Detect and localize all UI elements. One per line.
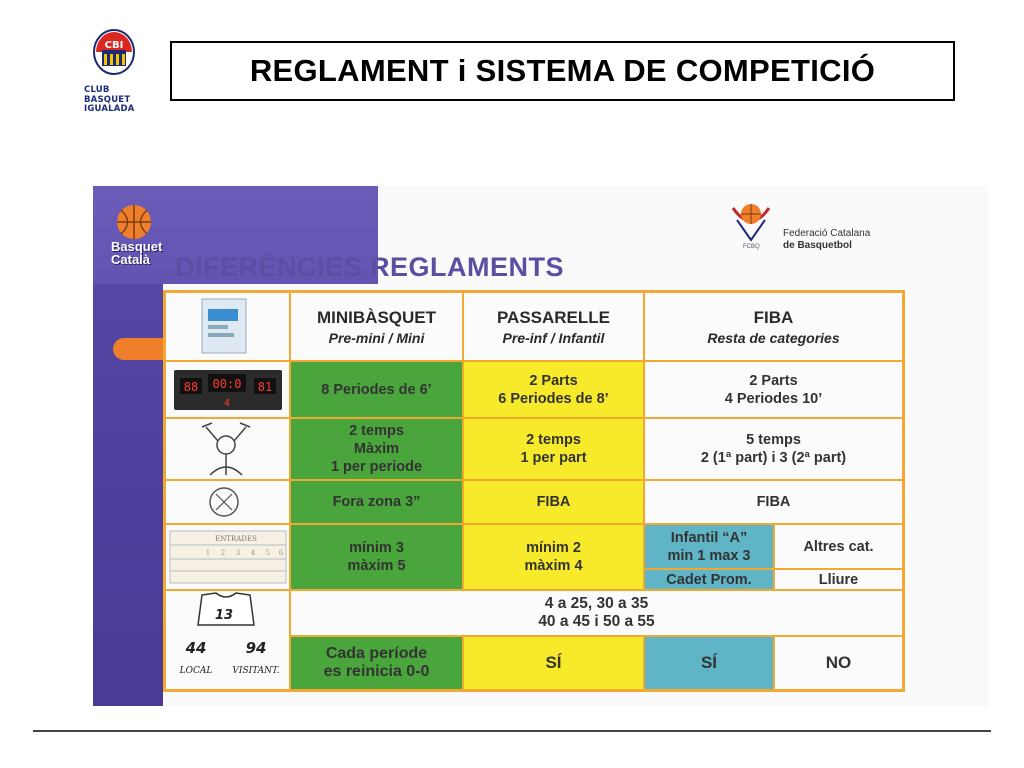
defense-fiba-text: FIBA (756, 494, 791, 510)
entries-num-4: 4 (250, 549, 256, 557)
timeout-icon-cell (166, 419, 289, 479)
defense-icon-cell (166, 481, 289, 523)
scoreboard-icon (166, 362, 289, 417)
periods-mini-text: 8 Periodes de 6’ (321, 381, 432, 398)
entries-infantil-line2: min 1 max 3 (667, 547, 751, 564)
cell-entries-lliure (775, 570, 902, 589)
basquet-catala-logo (101, 200, 169, 267)
entries-mini-line2: màxim 5 (347, 558, 406, 574)
entries-infantil-line1: Infantil “A” (670, 529, 748, 546)
col-title-minibasquet: MINIBÀSQUET (317, 307, 436, 327)
cell-entries-cadet (645, 570, 773, 589)
brand-line2: Català (111, 252, 151, 267)
entries-num-3: 3 (235, 549, 241, 557)
scoreboard-icon-cell (166, 362, 289, 417)
jersey-icon-cell (166, 591, 289, 689)
fcbq-ball-icon (729, 200, 773, 248)
cell-defense-mini (291, 481, 462, 523)
timeouts-fiba-line1: 5 temps (746, 432, 801, 448)
club-crest-icon (92, 28, 136, 80)
cell-timeouts-fiba (645, 419, 902, 479)
zone-defense-icon (166, 481, 289, 523)
col-header-minibasquet (291, 293, 462, 360)
entries-altres-text: Altres cat. (803, 538, 874, 555)
comparison-table (163, 290, 905, 692)
defense-mini-text: Fora zona 3” (332, 494, 421, 510)
basketball-icon (105, 200, 163, 240)
cell-timeouts-mini (291, 419, 462, 479)
reset-mini-line1: Cada període (325, 645, 428, 662)
entries-num-6: 6 (278, 549, 284, 557)
score-local: 44 (185, 639, 207, 657)
entries-sheet-icon (166, 525, 289, 589)
scoring-line2: 40 a 45 i 50 a 55 (538, 613, 655, 630)
col-header-fiba (645, 293, 902, 360)
rulebook-icon (166, 293, 289, 360)
club-name (84, 86, 148, 115)
entries-lliure-text: Lliure (818, 571, 859, 588)
periods-passarelle-line1: 2 Parts (529, 372, 578, 389)
entries-sheet-header: ENTRADES (215, 535, 257, 543)
col-subtitle-minibasquet: Pre-mini / Mini (328, 329, 425, 346)
entries-num-2: 2 (220, 549, 226, 557)
cell-periods-mini (291, 362, 462, 417)
cell-periods-fiba (645, 362, 902, 417)
cell-reset-fiba-si (645, 637, 773, 689)
entries-num-1: 1 (205, 549, 211, 557)
timeouts-mini-line2: Màxim (353, 441, 400, 457)
brand-line1: Basquet (111, 239, 163, 254)
scoreboard-clock: 00:0 (212, 377, 242, 391)
cell-scoring (291, 591, 902, 635)
cell-defense-fiba (645, 481, 902, 523)
reset-fiba-no-text: NO (825, 653, 852, 672)
label-local: LOCAL (179, 666, 213, 676)
table-heading: DIFERÈNCIES REGLAMENTS (175, 252, 565, 282)
col-subtitle-fiba: Resta de categories (707, 329, 840, 346)
entries-num-5: 5 (265, 549, 271, 557)
timeouts-passarelle-line2: 1 per part (520, 450, 587, 466)
score-visitant: 94 (245, 639, 267, 657)
cell-timeouts-passarelle (464, 419, 643, 479)
timeouts-fiba-line2: 2 (1ª part) i 3 (2ª part) (700, 450, 847, 466)
fcbq-name-line2: de Basquetbol (783, 240, 852, 251)
scoreboard-home: 88 (183, 380, 199, 394)
scoring-line1: 4 a 25, 30 a 35 (544, 595, 649, 612)
club-name-line2: BASQUET (84, 94, 131, 105)
cell-entries-infantil (645, 525, 773, 568)
periods-fiba-line2: 4 Periodes 10’ (724, 390, 823, 407)
entries-passarelle-line2: màxim 4 (524, 558, 583, 574)
periods-passarelle-line2: 6 Periodes de 8’ (498, 390, 609, 407)
footer-rule (33, 730, 991, 732)
jersey-scoreboard-icon (166, 591, 289, 689)
jersey-number: 13 (214, 608, 234, 623)
cell-reset-passarelle (464, 637, 643, 689)
col-title-passarelle: PASSARELLE (496, 307, 611, 327)
club-name-line3: IGUALADA (84, 104, 135, 114)
scoreboard-period: 4 (223, 398, 231, 409)
slide-title: REGLAMENT i SISTEMA DE COMPETICIÓ (249, 53, 876, 88)
referee-timeout-icon (166, 419, 289, 479)
cell-reset-mini (291, 637, 462, 689)
club-logo (84, 28, 146, 118)
reset-mini-line2: es reinicia 0-0 (323, 663, 430, 680)
reset-fiba-si-text: SÍ (700, 653, 718, 672)
cell-defense-passarelle (464, 481, 643, 523)
label-visitant: VISITANT. (232, 666, 280, 676)
fcbq-logo (729, 194, 909, 254)
fcbq-name (783, 228, 870, 252)
scoreboard-away: 81 (257, 380, 273, 394)
entries-icon-cell (166, 525, 289, 589)
basquet-catala-text (111, 240, 162, 266)
club-name-line1: CLUB (84, 85, 110, 95)
timeouts-mini-line1: 2 temps (349, 423, 404, 439)
svg-text:CBI: CBI (104, 40, 124, 51)
cell-entries-passarelle (464, 525, 643, 589)
cell-reset-fiba-no (775, 637, 902, 689)
timeouts-mini-line3: 1 per periode (330, 459, 423, 475)
entries-passarelle-line1: mínim 2 (526, 540, 581, 556)
timeouts-passarelle-line1: 2 temps (526, 432, 581, 448)
fcbq-name-line1: Federació Catalana (783, 228, 871, 239)
col-header-passarelle (464, 293, 643, 360)
cell-entries-mini (291, 525, 462, 589)
regulations-image (93, 186, 988, 706)
entries-cadet-text: Cadet Prom. (666, 571, 752, 588)
defense-passarelle-text: FIBA (536, 494, 571, 510)
fcbq-abbrev: FCBQ (743, 244, 760, 250)
entries-mini-line1: mínim 3 (349, 540, 404, 556)
periods-fiba-line1: 2 Parts (749, 372, 798, 389)
cell-periods-passarelle (464, 362, 643, 417)
col-subtitle-passarelle: Pre-inf / Infantil (502, 329, 605, 346)
slide-title-box (170, 41, 955, 101)
col-title-fiba: FIBA (753, 307, 794, 327)
cell-entries-altres (775, 525, 902, 568)
reset-passarelle-text: SÍ (545, 653, 562, 672)
rulebook-icon-cell (166, 293, 289, 360)
